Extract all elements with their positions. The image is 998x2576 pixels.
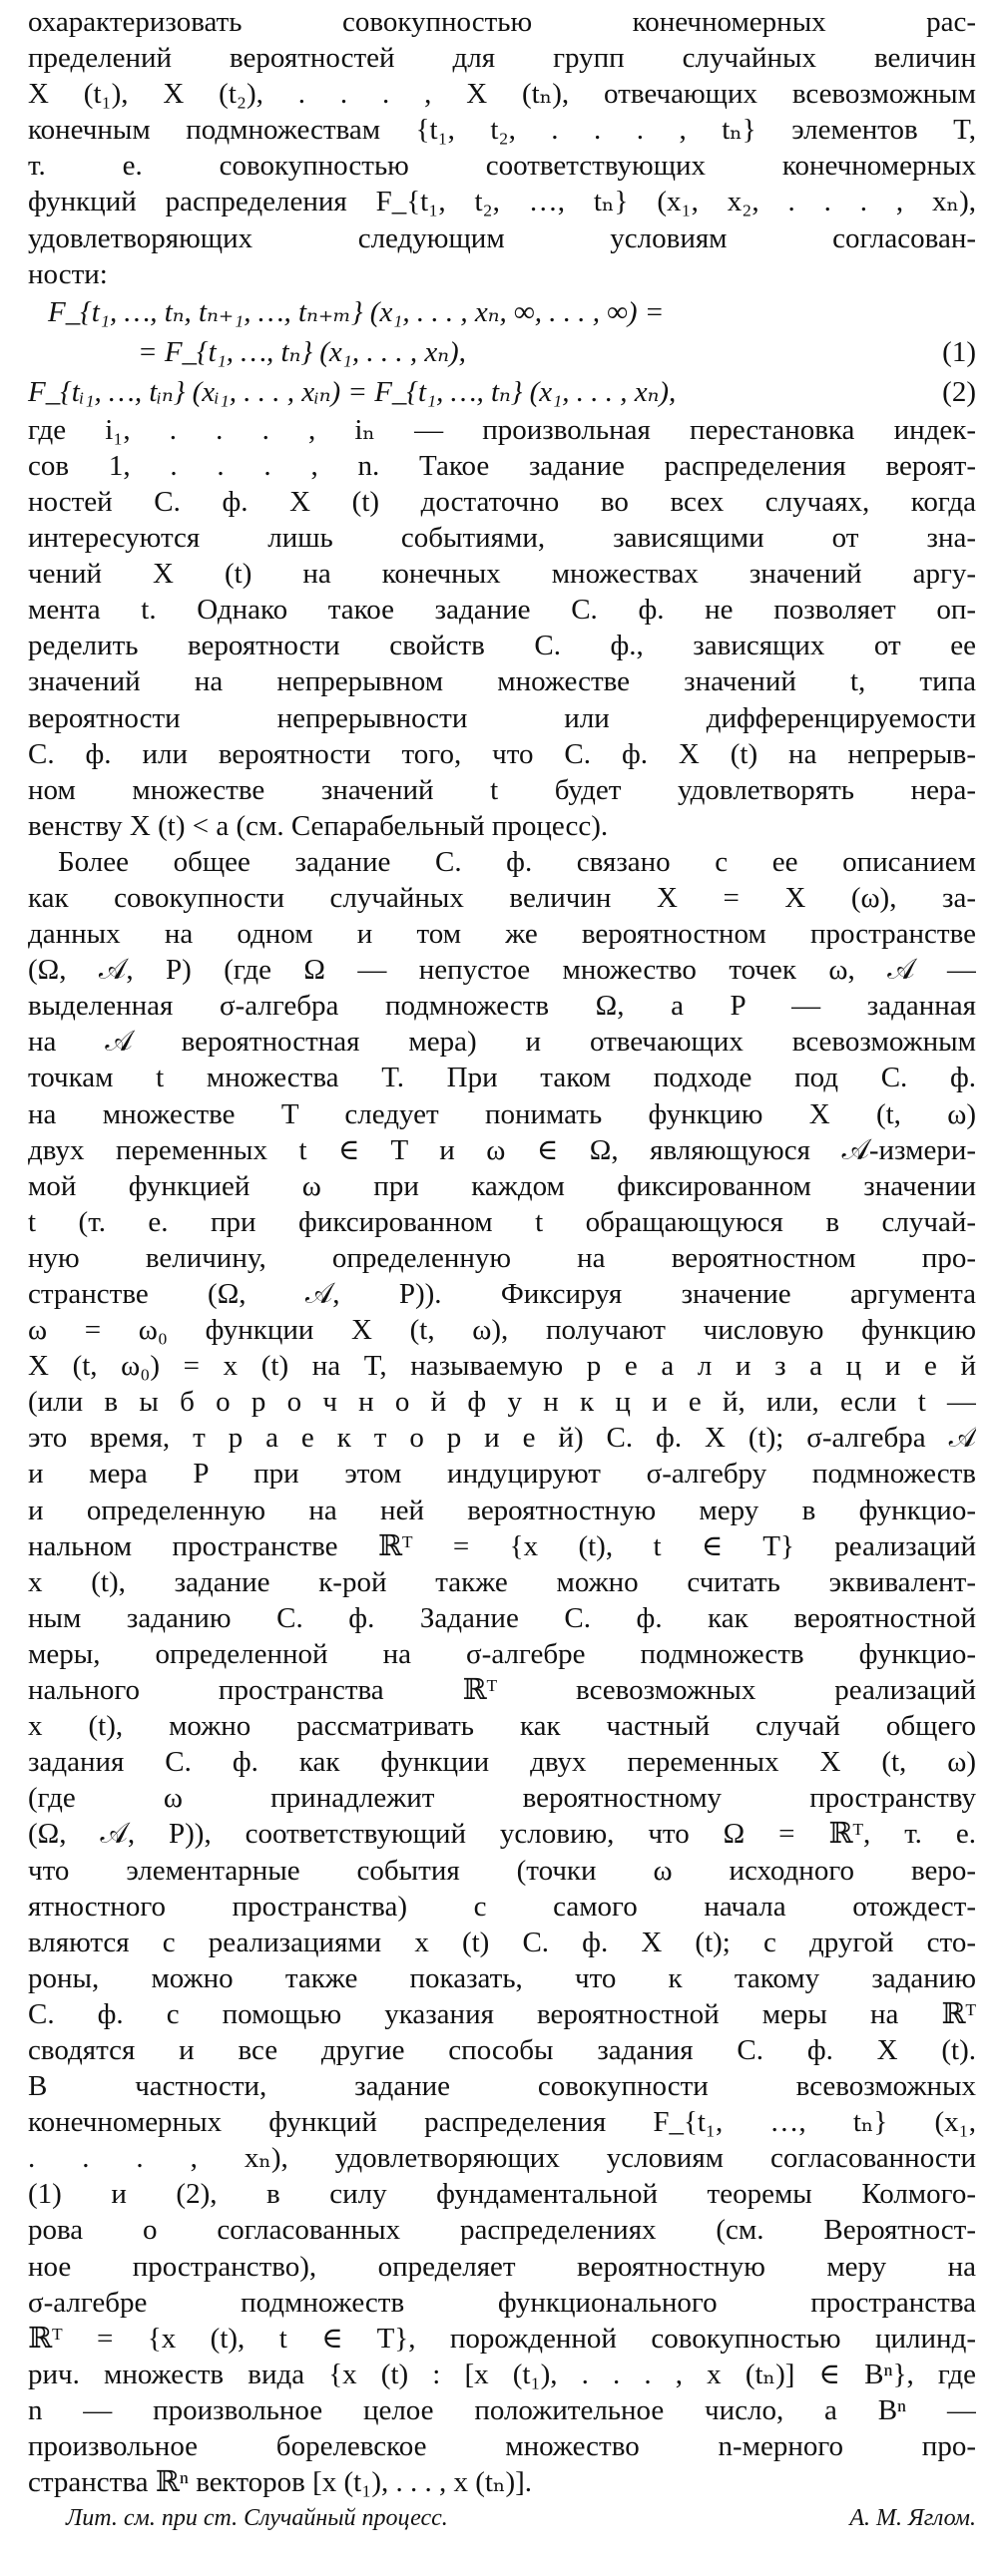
text-line: произвольное борелевское множество n-мерного про- bbox=[28, 2430, 976, 2462]
text-line: С. ф. или вероятности того, что С. ф. X (t) на непрерыв- bbox=[28, 737, 976, 770]
text-line: венству X (t) < a (см. Сепарабельный процесс). bbox=[28, 809, 609, 842]
equation-text: = F_{t₁, …, tₙ} (x₁, . . . , xₙ), bbox=[138, 335, 466, 368]
paragraph-after-equations bbox=[28, 412, 976, 844]
text-line: где i₁, . . . , iₙ — произвольная перестановка индек- bbox=[28, 413, 976, 446]
text-line: (Ω, 𝒜, P) (где Ω — непустое множество точек ω, 𝒜 — bbox=[28, 954, 976, 987]
text-line: нальном пространстве ℝᵀ = {x (t), t ∈ T} реализаций bbox=[28, 1529, 976, 1562]
equation-line bbox=[28, 332, 976, 372]
text-line: вляются с реализациями x (t) С. ф. X (t); с другой сто- bbox=[28, 1926, 976, 1958]
text-line: ω = ω₀ функции X (t, ω), получают числовую функцию bbox=[28, 1314, 976, 1347]
text-line: значений на непрерывном множестве значений t, типа bbox=[28, 665, 976, 698]
text-line: ным заданию С. ф. Задание С. ф. как вероятностной bbox=[28, 1601, 976, 1634]
text-line: ную величину, определенную на вероятностном про- bbox=[28, 1241, 976, 1274]
text-line: ном множестве значений t будет удовлетворять нера- bbox=[28, 773, 976, 806]
equation-number: (2) bbox=[942, 375, 976, 408]
text-line: (или в ы б о р о ч н о й ф у н к ц и е й, или, если t — bbox=[28, 1386, 976, 1419]
text-line: на множестве T следует понимать функцию X (t, ω) bbox=[28, 1097, 976, 1130]
author-signature: А. М. Яглом. bbox=[849, 2505, 976, 2532]
text-line: интересуются лишь событиями, зависящими от зна- bbox=[28, 522, 976, 555]
text-line: Более общее задание С. ф. связано с ее описанием bbox=[58, 845, 976, 878]
text-line: нального пространства ℝᵀ всевозможных реализаций bbox=[28, 1674, 976, 1707]
text-line: ности: bbox=[28, 257, 108, 290]
text-line: сводятся и все другие способы задания С. ф. X (t). bbox=[28, 2033, 976, 2066]
text-line: ределить вероятности свойств С. ф., зависящих от ее bbox=[28, 630, 976, 662]
text-line: т. е. совокупностью соответствующих конечномерных bbox=[28, 150, 976, 183]
text-line: вероятности непрерывности или дифференцируемости bbox=[28, 701, 976, 734]
text-line: странстве (Ω, 𝒜, P)). Фиксируя значение аргумента bbox=[28, 1278, 976, 1310]
text-line: ностей С. ф. X (t) достаточно во всех случаях, когда bbox=[28, 485, 976, 518]
text-line: мой функцией ω при каждом фиксированном значении bbox=[28, 1169, 976, 1202]
equation-line bbox=[28, 292, 976, 332]
text-line: мента t. Однако такое задание С. ф. не позволяет оп- bbox=[28, 594, 976, 627]
paragraph-general-definition bbox=[28, 844, 976, 2500]
text-line: охарактеризовать совокупностью конечномерных рас- bbox=[28, 6, 976, 38]
text-line: X (t, ω₀) = x (t) на T, называемую р е а л и з а ц и е й bbox=[28, 1350, 976, 1383]
text-line: ℝᵀ = {x (t), t ∈ T}, порожденной совокупностью цилинд- bbox=[28, 2322, 976, 2355]
equation-number: (1) bbox=[942, 335, 976, 368]
text-line: двух переменных t ∈ T и ω ∈ Ω, являющуюся 𝒜-измери- bbox=[28, 1133, 976, 1166]
text-line: данных на одном и том же вероятностном пространстве bbox=[28, 918, 976, 951]
text-line: t (т. е. при фиксированном t обращающуюся в случай- bbox=[28, 1205, 976, 1238]
text-line: сов 1, . . . , n. Такое задание распределения вероят- bbox=[28, 449, 976, 482]
text-line: конечномерных функций распределения F_{t₁, …, tₙ} (x₁, bbox=[28, 2106, 976, 2139]
text-line: (Ω, 𝒜, P)), соответствующий условию, что Ω = ℝᵀ, т. е. bbox=[28, 1818, 976, 1851]
equations-block bbox=[28, 292, 976, 412]
text-line: меры, определенной на σ-алгебре подмножеств функцио- bbox=[28, 1637, 976, 1670]
text-line: x (t), задание к-рой также можно считать эквивалент- bbox=[28, 1565, 976, 1598]
text-line: конечным подмножествам {t₁, t₂, . . . , tₙ} элементов T, bbox=[28, 114, 976, 147]
text-line: σ-алгебре подмножеств функционального пространства bbox=[28, 2286, 976, 2319]
text-line: странства ℝⁿ векторов [x (t₁), . . . , x (tₙ)]. bbox=[28, 2466, 533, 2499]
text-line: . . . , xₙ), удовлетворяющих условиям согласованности bbox=[28, 2142, 976, 2175]
text-line: выделенная σ-алгебра подмножеств Ω, а P — заданная bbox=[28, 990, 976, 1023]
equation-text: F_{t₁, …, tₙ, tₙ₊₁, …, tₙ₊ₘ} (x₁, . . . , xₙ, ∞, . . . , ∞) = bbox=[48, 295, 665, 328]
text-line: и мера P при этом индуцируют σ-алгебру подмножеств bbox=[28, 1458, 976, 1491]
text-line: рова о согласованных распределениях (см. Вероятност- bbox=[28, 2214, 976, 2247]
paragraph-continuation bbox=[28, 4, 976, 292]
text-line: на 𝒜 вероятностная мера) и отвечающих всевозможным bbox=[28, 1026, 976, 1059]
text-line: n — произвольное целое положительное число, а Bⁿ — bbox=[28, 2393, 976, 2426]
text-line: x (t), можно рассматривать как частный случай общего bbox=[28, 1710, 976, 1743]
text-line: В частности, задание совокупности всевозможных bbox=[28, 2070, 976, 2103]
article-page bbox=[28, 4, 976, 2536]
text-line: ятностного пространства) с самого начала отождест- bbox=[28, 1890, 976, 1923]
equation-line bbox=[28, 372, 976, 412]
text-line: С. ф. с помощью указания вероятностной меры на ℝᵀ bbox=[28, 1997, 976, 2030]
text-line: задания С. ф. как функции двух переменных X (t, ω) bbox=[28, 1746, 976, 1779]
footer bbox=[28, 2500, 976, 2536]
text-line: ное пространство), определяет вероятностную меру на bbox=[28, 2250, 976, 2283]
text-line: (1) и (2), в силу фундаментальной теоремы Колмого- bbox=[28, 2178, 976, 2211]
text-line: роны, можно также показать, что к такому заданию bbox=[28, 1961, 976, 1994]
text-line: чений X (t) на конечных множествах значений аргу- bbox=[28, 558, 976, 591]
text-line: как совокупности случайных величин X = X (ω), за- bbox=[28, 881, 976, 914]
text-line: рич. множеств вида {x (t) : [x (t₁), . . . , x (tₙ)] ∈ Bⁿ}, где bbox=[28, 2358, 976, 2390]
text-line: удовлетворяющих следующим условиям согласован- bbox=[28, 221, 976, 254]
text-line: X (t₁), X (t₂), . . . , X (tₙ), отвечающих всевозможным bbox=[28, 78, 976, 111]
text-line: пределений вероятностей для групп случайных величин bbox=[28, 42, 976, 75]
text-line: и определенную на ней вероятностную меру в функцио- bbox=[28, 1494, 976, 1526]
text-line: (где ω принадлежит вероятностному пространству bbox=[28, 1782, 976, 1815]
text-line: функций распределения F_{t₁, t₂, …, tₙ} (x₁, x₂, . . . , xₙ), bbox=[28, 186, 976, 218]
equation-text: F_{tᵢ₁, …, tᵢₙ} (xᵢ₁, . . . , xᵢₙ) = F_{t₁, …, tₙ} (x₁, . . . , xₙ), bbox=[28, 375, 677, 408]
literature-reference: Лит. см. при ст. Случайный процесс. bbox=[66, 2505, 448, 2532]
text-line: что элементарные события (точки ω исходного веро- bbox=[28, 1854, 976, 1887]
text-line: это время, т р а е к т о р и е й) С. ф. X (t); σ-алгебра 𝒜 bbox=[28, 1422, 976, 1455]
text-line: точкам t множества T. При таком подходе под С. ф. bbox=[28, 1062, 976, 1094]
